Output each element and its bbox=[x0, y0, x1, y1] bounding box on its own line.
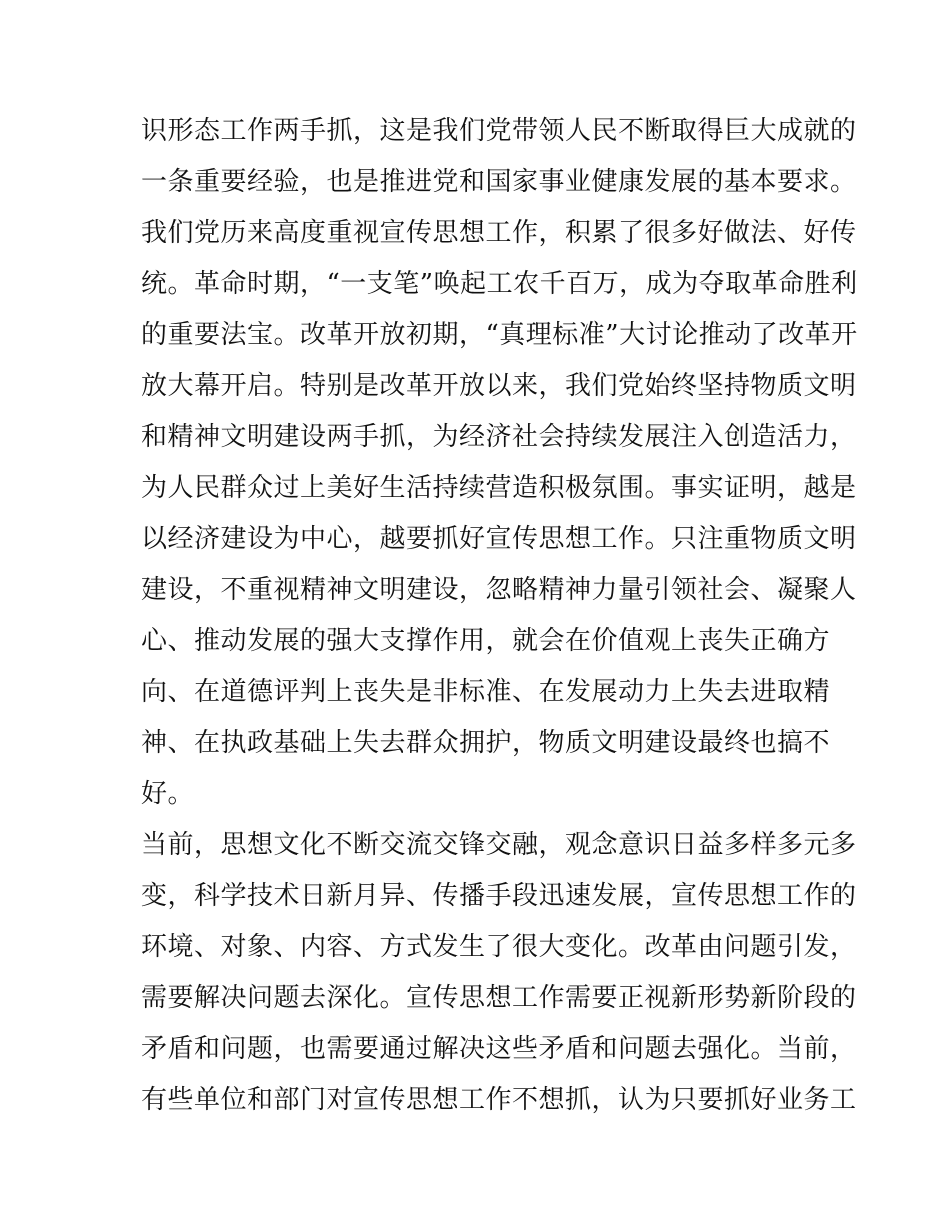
body-text bbox=[141, 106, 858, 1126]
text-line: 一条重要经验，也是推进党和国家事业健康发展的基本要求。 bbox=[141, 167, 857, 197]
text-line: 的重要法宝。改革开放初期，“真理标准”大讨论推动了改革开 bbox=[141, 320, 858, 350]
text-line: 放大幕开启。特别是改革开放以来，我们党始终坚持物质文明 bbox=[141, 371, 857, 401]
text-line: 变，科学技术日新月异、传播手段迅速发展，宣传思想工作的 bbox=[141, 881, 857, 911]
text-line: 神、在执政基础上失去群众拥护，物质文明建设最终也搞不 bbox=[141, 728, 831, 758]
text-line: 为人民群众过上美好生活持续营造积极氛围。事实证明，越是 bbox=[141, 473, 857, 503]
text-line: 矛盾和问题，也需要通过解决这些矛盾和问题去强化。当前， bbox=[141, 1034, 857, 1064]
text-line: 当前，思想文化不断交流交锋交融，观念意识日益多样多元多 bbox=[141, 830, 857, 860]
text-line: 有些单位和部门对宣传思想工作不想抓，认为只要抓好业务工 bbox=[141, 1085, 857, 1115]
text-line: 我们党历来高度重视宣传思想工作，积累了很多好做法、好传 bbox=[141, 218, 857, 248]
text-line: 需要解决问题去深化。宣传思想工作需要正视新形势新阶段的 bbox=[141, 983, 857, 1013]
text-line: 向、在道德评判上丧失是非标准、在发展动力上失去进取精 bbox=[141, 677, 831, 707]
text-line: 识形态工作两手抓，这是我们党带领人民不断取得巨大成就的 bbox=[141, 116, 857, 146]
text-line: 好。 bbox=[141, 779, 195, 809]
text-line: 心、推动发展的强大支撑作用，就会在价值观上丧失正确方 bbox=[141, 626, 831, 656]
text-line: 统。革命时期，“一支笔”唤起工农千百万，成为夺取革命胜利 bbox=[141, 269, 858, 299]
text-line: 以经济建设为中心，越要抓好宣传思想工作。只注重物质文明 bbox=[141, 524, 857, 554]
text-line: 建设，不重视精神文明建设，忽略精神力量引领社会、凝聚人 bbox=[141, 575, 857, 605]
text-line: 环境、对象、内容、方式发生了很大变化。改革由问题引发， bbox=[141, 932, 857, 962]
text-line: 和精神文明建设两手抓，为经济社会持续发展注入创造活力， bbox=[141, 422, 857, 452]
